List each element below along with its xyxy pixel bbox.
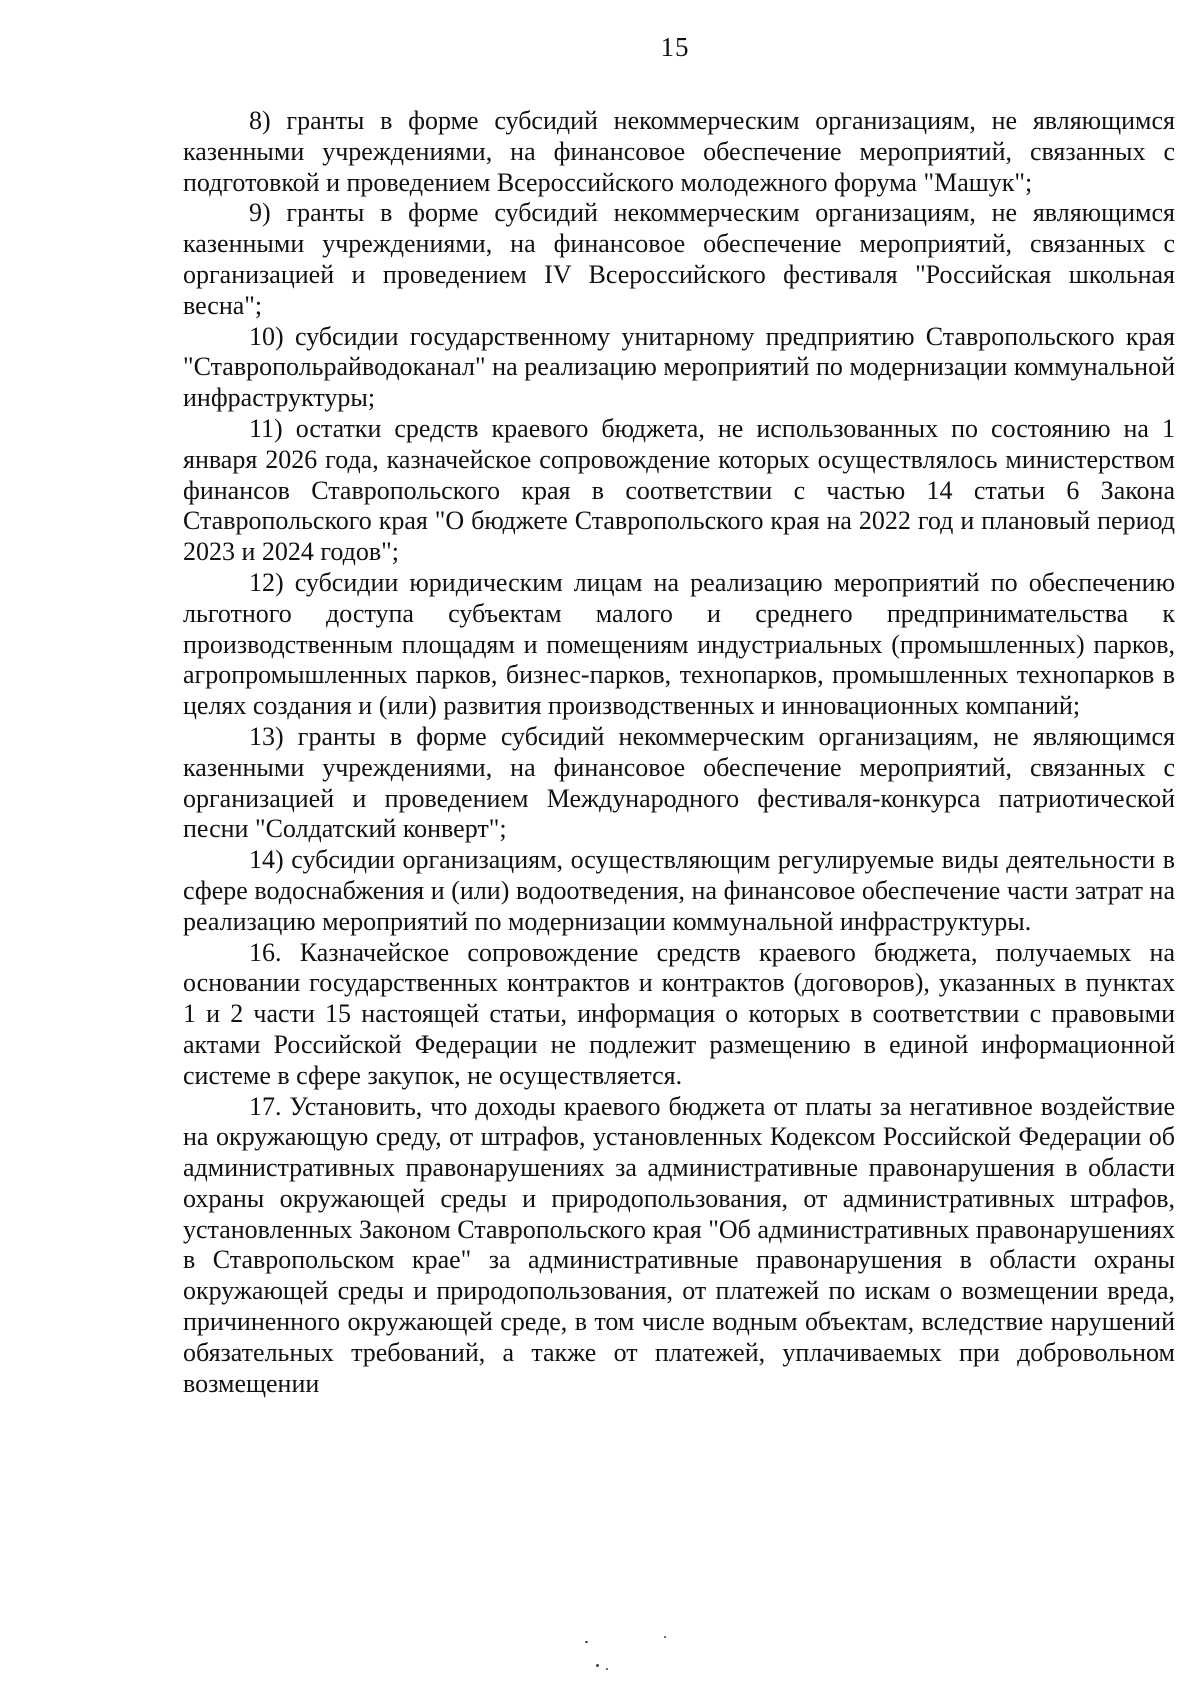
paragraph-item-8: 8) гранты в форме субсидий некоммерческим организациям, не являющимся казенными учреждениями, на финансовое обеспечение мероприятий, связанных с подготовкой и проведением Всероссийского молодежного форума "Машук"; xyxy=(183,106,1175,197)
page-number: 15 xyxy=(660,32,690,62)
scan-speck xyxy=(596,1664,599,1667)
paragraph-item-10: 10) субсидии государственному унитарному предприятию Ставропольского края "Ставропольрайводоканал" на реализацию мероприятий по модернизации коммунальной инфраструктуры; xyxy=(183,321,1175,413)
paragraph-item-11: 11) остатки средств краевого бюджета, не использованных по состоянию на 1 января 2026 года, казначейское сопровождение которых осуществлялось министерством финансов Ставропольского края в соответствии с частью 14 статьи 6 Закона Ставропольского края "О бюджете Ставропольского края на 2022 год и плановый период 2023 и 2024 годов"; xyxy=(183,413,1175,567)
scan-speck xyxy=(664,1636,666,1638)
document-body xyxy=(183,106,1175,1399)
scan-speck xyxy=(585,1641,588,1643)
paragraph-item-12: 12) субсидии юридическим лицам на реализацию мероприятий по обеспечению льготного доступа субъектам малого и среднего предпринимательства к производственным площадям и помещениям индустриальных (промышленных) парков, агропромышленных парков, бизнес-парков, технопарков, промышленных технопарков в целях создания и (или) развития производственных и инновационных компаний; xyxy=(183,567,1175,721)
paragraph-part-16: 16. Казначейское сопровождение средств краевого бюджета, получаемых на основании государственных контрактов и контрактов (договоров), указанных в пунктах 1 и 2 части 15 настоящей статьи, информация о которых в соответствии с правовыми актами Российской Федерации не подлежит размещению в единой информационной системе в сфере закупок, не осуществляется. xyxy=(183,937,1175,1090)
paragraph-item-14: 14) субсидии организациям, осуществляющим регулируемые виды деятельности в сфере водоснабжения и (или) водоотведения, на финансовое обеспечение части затрат на реализацию мероприятий по модернизации коммунальной инфраструктуры. xyxy=(183,845,1175,936)
paragraph-part-17: 17. Установить, что доходы краевого бюджета от платы за негативное воздействие на окружающую среду, от штрафов, установленных Кодексом Российской Федерации об административных правонарушениях за административные правонарушения в области охраны окружающей среды и природопользования, от административных штрафов, установленных Законом Ставропольского края "Об административных правонарушениях в Ставропольском крае" за административные правонарушения в области охраны окружающей среды и природопользования, от платежей по искам о возмещении вреда, причиненного окружающей среде, в том числе водным объектам, вследствие нарушений обязательных требований, а также от платежей, уплачиваемых при добровольном возмещении xyxy=(183,1091,1175,1398)
scan-speck xyxy=(606,1668,608,1670)
paragraph-item-9: 9) гранты в форме субсидий некоммерческим организациям, не являющимся казенными учреждениями, на финансовое обеспечение мероприятий, связанных с организацией и проведением IV Всероссийского фестиваля "Российская школьная весна"; xyxy=(183,198,1175,320)
paragraph-item-13: 13) гранты в форме субсидий некоммерческим организациям, не являющимся казенными учреждениями, на финансовое обеспечение мероприятий, связанных с организацией и проведением Международного фестиваля-конкурса патриотической песни "Солдатский конверт"; xyxy=(183,721,1175,844)
